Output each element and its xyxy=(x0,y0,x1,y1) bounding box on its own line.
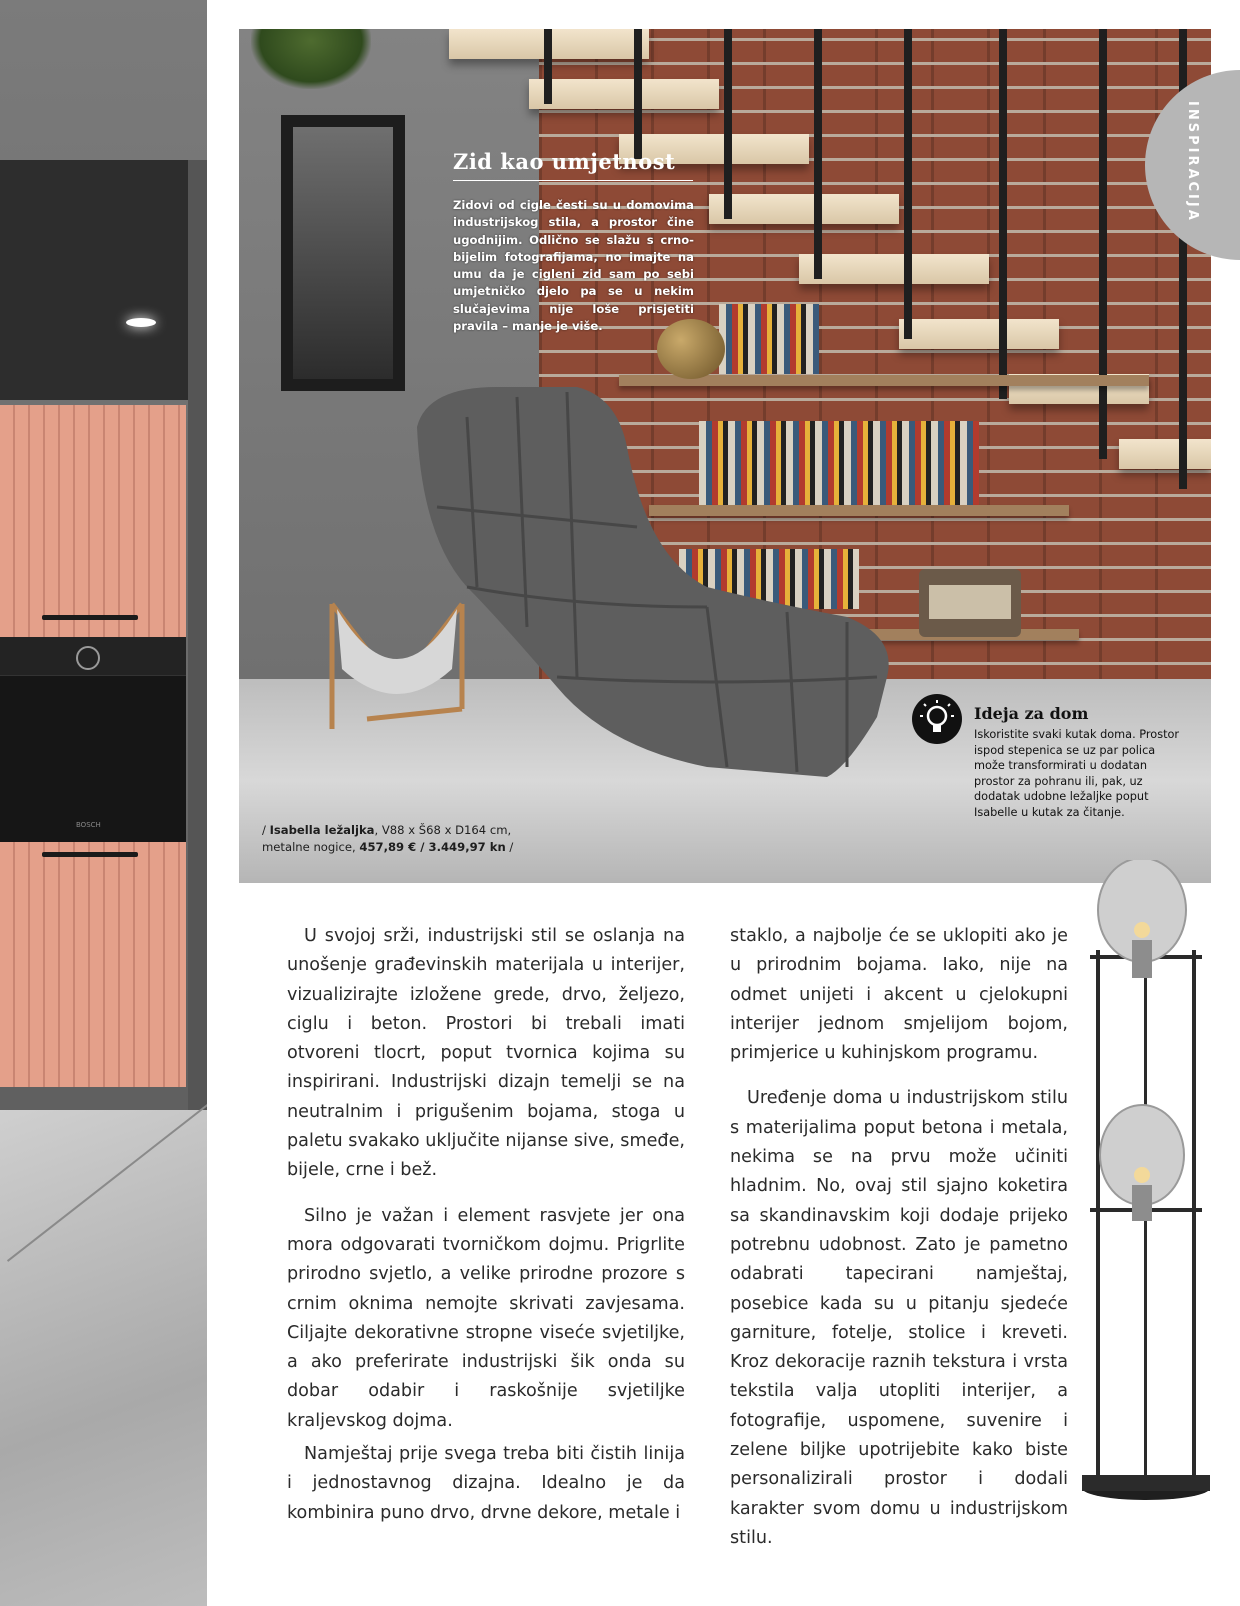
caption-dims: , V88 x Š68 x D164 cm, xyxy=(374,823,512,837)
paragraph: Silno je važan i element rasvjete jer ona mora odgovarati tvorničkom dojmu. Prigrlite prirodno svjetlo, a velike prirodne prozore s crnim oknima nemojte skrivati zavjesama. Ciljajte dekorativne stropne viseće svjetiljke, a ako preferirate industrijski šik onda su dobar odabir i raskošnije svjetiljke kraljevskog dojma. xyxy=(287,1205,685,1431)
oven-knob xyxy=(76,646,100,670)
hero-text: Zidovi od cigle česti su u domovima industrijskog stila, a prostor čine ugodnijim. Odlično se slažu s crno-bijelim fotografijama, no imajte na umu da je cigleni zid sam po sebi umjetničko djelo pa se u nekim slučajevima nije loše prisjetiti pravila – manje je više. xyxy=(453,198,694,334)
stair-rail xyxy=(999,29,1007,399)
chaise-longue xyxy=(407,387,907,787)
radio-dial xyxy=(929,585,1011,619)
paragraph: Namještaj prije svega treba biti čistih linija i jednostavnog dizajna. Idealno je da kombinira puno drvo, drvne dekore, metale i xyxy=(287,1444,685,1523)
floor-lamp xyxy=(1080,860,1210,1510)
paragraph: Uređenje doma u industrijskom stilu s materijalima poput betona i metala, nekima se na prvu može učiniti hladnim. No, ovaj stil sjajno koketira sa skandinavskim koji dodaje prijeko potrebnu udobnost. Zato je pametno odabrati tapecirani namještaj, posebice kada su u pitanju sjedeće garniture, fotelje, stolice i kreveti. Kroz dekoracije raznih tekstura i vrsta tekstila valja utopliti interijer, a fotografije, uspomene, suvenire i zelene biljke upotrijebite kako biste personalizirali prostor i dodali karakter svom domu u industrijskom stilu. xyxy=(730,1088,1068,1548)
kitchen-pillar xyxy=(188,160,207,1140)
stair-rail xyxy=(634,29,642,159)
cabinet-handle xyxy=(42,852,138,857)
hanging-plant xyxy=(251,29,371,89)
text-column-2 xyxy=(730,922,1068,1553)
idea-title: Ideja za dom xyxy=(974,704,1089,723)
magazine-rack xyxy=(327,599,469,739)
stair-rail xyxy=(724,29,732,219)
caption-suffix: / xyxy=(505,840,514,854)
lightbulb-icon xyxy=(912,694,962,744)
section-tab-label: INSPIRACIJA xyxy=(1185,101,1200,223)
caption-prefix: / xyxy=(262,823,270,837)
caption-price: 457,89 € / 3.449,97 kn xyxy=(359,840,506,854)
kitchen-photo xyxy=(0,0,207,1606)
stair-step xyxy=(1119,439,1211,469)
paragraph: U svojoj srži, industrijski stil se oslanja na unošenje građevinskih materijala u interijer, vizualizirajte izložene grede, drvo, željezo, ciglu i beton. Prostori bi trebali imati otvoreni tlocrt, poput tvornica kojima su inspirirani. Industrijski dizajn temelji se na neutralnim i prigušenim bojama, stoga u paletu svakako uključite nijanse sive, smeđe, bijele, crne i bež. xyxy=(287,926,686,1181)
framed-photo xyxy=(293,127,393,379)
stair-rail xyxy=(814,29,822,279)
caption-feet: metalne nogice, xyxy=(262,840,360,854)
upper-cabinet xyxy=(0,405,186,637)
lower-cabinet xyxy=(0,842,186,1087)
hero-title: Zid kao umjetnost xyxy=(453,149,676,174)
caption-product: Isabella ležaljka xyxy=(269,823,375,837)
stair-rail xyxy=(1099,29,1107,459)
product-caption xyxy=(262,822,582,856)
stair-step xyxy=(709,194,899,224)
stair-step xyxy=(799,254,989,284)
paragraph: staklo, a najbolje će se uklopiti ako je u prirodnim bojama. Iako, nije na odmet unijeti i akcent u cjelokupni interijer jednom smjelijom bojom, primjerice u kuhinjskom programu. xyxy=(730,926,1068,1064)
stair-rail xyxy=(544,29,552,104)
stair-step xyxy=(529,79,719,109)
text-column-1 xyxy=(287,922,685,1528)
stair-rail xyxy=(904,29,912,339)
books xyxy=(719,304,819,374)
idea-text: Iskoristite svaki kutak doma. Prostor ispod stepenica se uz par polica može transformirati u dodatan prostor za pohranu ili, pak, uz dodatak udobne ležaljke poput Isabelle u kutak za čitanje. xyxy=(974,728,1180,819)
ceiling-spotlight xyxy=(126,318,156,327)
stair-step xyxy=(899,319,1059,349)
kitchen-ceiling xyxy=(0,160,190,400)
cabinet-handle xyxy=(42,615,138,620)
title-rule xyxy=(453,180,693,181)
oven-brand: BOSCH xyxy=(76,821,101,829)
